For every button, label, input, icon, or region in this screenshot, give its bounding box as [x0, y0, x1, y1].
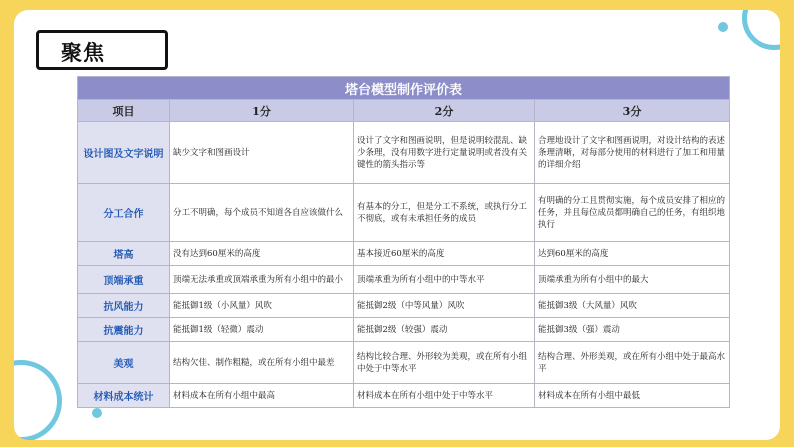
table-row — [78, 294, 730, 318]
score-1-cell: 缺少文字和图画设计 — [170, 122, 354, 184]
row-item-label: 顶端承重 — [78, 266, 170, 294]
table-row — [78, 342, 730, 384]
table-row — [78, 266, 730, 294]
table-row — [78, 318, 730, 342]
score-1-cell: 材料成本在所有小组中最高 — [170, 384, 354, 408]
score-2-cell: 材料成本在所有小组中处于中等水平 — [354, 384, 535, 408]
score-2-cell: 顶端承重为所有小组中的中等水平 — [354, 266, 535, 294]
score-3-cell: 顶端承重为所有小组中的最大 — [535, 266, 730, 294]
score-3-cell: 能抵御3级（大风量）风吹 — [535, 294, 730, 318]
score-3-cell: 能抵御3级（强）震动 — [535, 318, 730, 342]
row-item-label: 抗震能力 — [78, 318, 170, 342]
evaluation-table — [77, 76, 730, 408]
table-caption: 塔台模型制作评价表 — [78, 77, 730, 100]
score-3-cell: 有明确的分工且贯彻实施，每个成员安排了相应的任务，并且每位成员都明确自己的任务，有组织地执行 — [535, 184, 730, 242]
decorative-circle-top-right — [742, 10, 780, 50]
score-1-cell: 顶端无法承重或顶端承重为所有小组中的最小 — [170, 266, 354, 294]
column-header-item: 项目 — [78, 100, 170, 122]
table-row — [78, 122, 730, 184]
score-1-cell: 没有达到60厘米的高度 — [170, 242, 354, 266]
decorative-dot — [92, 408, 102, 418]
score-2-cell: 基本接近60厘米的高度 — [354, 242, 535, 266]
row-item-label: 分工合作 — [78, 184, 170, 242]
row-item-label: 美观 — [78, 342, 170, 384]
table-row — [78, 184, 730, 242]
score-1-cell: 能抵御1级（轻微）震动 — [170, 318, 354, 342]
row-item-label: 材料成本统计 — [78, 384, 170, 408]
heading-box — [36, 30, 168, 70]
column-header-score-1: 1分 — [170, 100, 354, 122]
score-2-cell: 结构比较合理、外形较为美观，或在所有小组中处于中等水平 — [354, 342, 535, 384]
score-2-cell: 设计了文字和图画说明，但是说明较混乱、缺少条理，没有用数字进行定量说明或者没有关键性的箭头指示等 — [354, 122, 535, 184]
score-3-cell: 结构合理、外形美观，或在所有小组中处于最高水平 — [535, 342, 730, 384]
table-row — [78, 384, 730, 408]
decorative-circle-bottom-left — [14, 360, 62, 440]
score-2-cell: 能抵御2级（中等风量）风吹 — [354, 294, 535, 318]
score-2-cell: 有基本的分工，但是分工不系统，或执行分工不彻底，或有未承担任务的成员 — [354, 184, 535, 242]
page-title: 聚焦 — [61, 41, 105, 65]
row-item-label: 设计图及文字说明 — [78, 122, 170, 184]
score-2-cell: 能抵御2级（较强）震动 — [354, 318, 535, 342]
score-3-cell: 达到60厘米的高度 — [535, 242, 730, 266]
column-header-score-2: 2分 — [354, 100, 535, 122]
column-header-score-3: 3分 — [535, 100, 730, 122]
score-3-cell: 合理地设计了文字和图画说明，对设计结构的表述条理清晰，对每部分使用的材料进行了加工和用量的详细介绍 — [535, 122, 730, 184]
decorative-dot — [718, 22, 728, 32]
score-3-cell: 材料成本在所有小组中最低 — [535, 384, 730, 408]
score-1-cell: 结构欠佳、制作粗糙，或在所有小组中最差 — [170, 342, 354, 384]
row-item-label: 塔高 — [78, 242, 170, 266]
slide-panel — [14, 10, 780, 440]
score-1-cell: 分工不明确，每个成员不知道各自应该做什么 — [170, 184, 354, 242]
score-1-cell: 能抵御1级（小风量）风吹 — [170, 294, 354, 318]
table-row — [78, 242, 730, 266]
row-item-label: 抗风能力 — [78, 294, 170, 318]
